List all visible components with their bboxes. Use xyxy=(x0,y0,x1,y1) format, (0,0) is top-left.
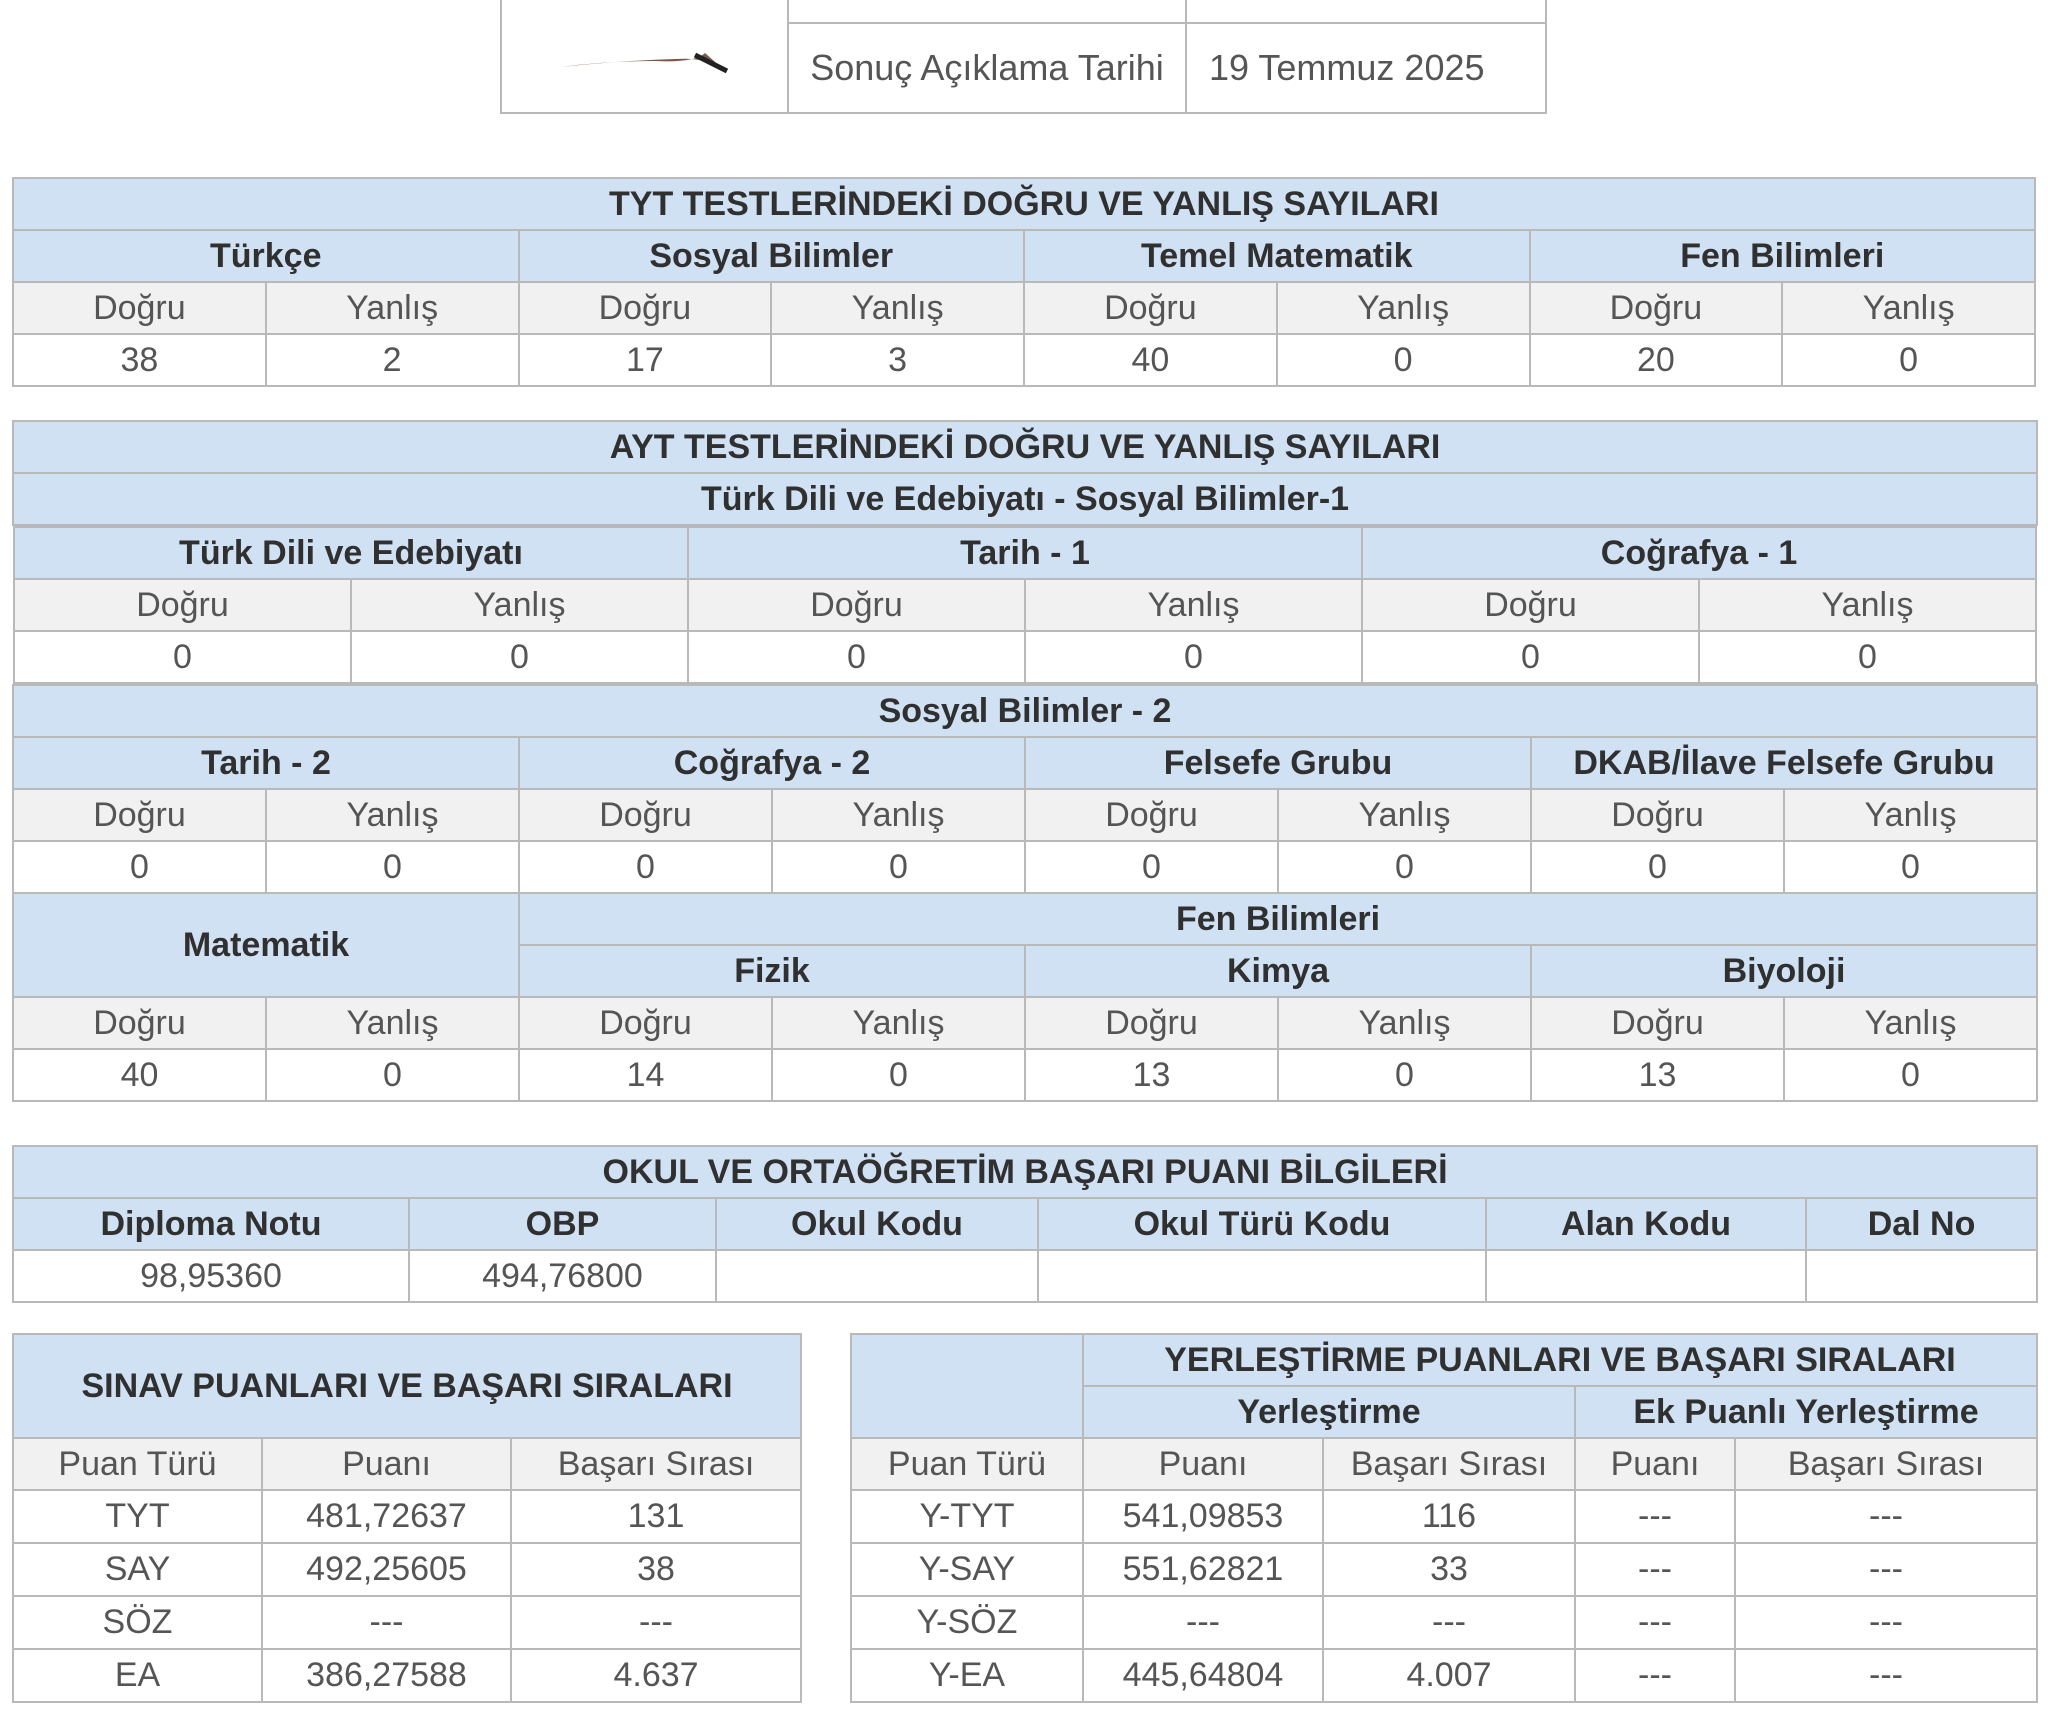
yanlis-label: Yanlış xyxy=(1278,997,1531,1049)
ek-puanli-label: Ek Puanlı Yerleştirme xyxy=(1575,1386,2037,1438)
sinav-title: SINAV PUANLARI VE BAŞARI SIRALARI xyxy=(13,1334,801,1438)
ayt-subject-name: Tarih - 2 xyxy=(13,737,519,789)
dogru-label: Doğru xyxy=(519,282,772,334)
sira-value: --- xyxy=(1323,1596,1575,1649)
result-info-table xyxy=(500,0,1547,114)
yanlis-value: 0 xyxy=(1699,631,2036,683)
yanlis-value: 2 xyxy=(266,334,519,386)
okul-header: Dal No xyxy=(1806,1198,2037,1250)
ayt-fen-title: Fen Bilimleri xyxy=(519,893,2037,945)
yanlis-label: Yanlış xyxy=(1699,579,2036,631)
ek-puan-value: --- xyxy=(1575,1596,1735,1649)
yanlis-value: 0 xyxy=(1277,334,1530,386)
yanlis-label: Yanlış xyxy=(1782,282,2035,334)
puan-value: 551,62821 xyxy=(1083,1543,1323,1596)
dogru-value: 0 xyxy=(1025,841,1278,893)
yanlis-value: 0 xyxy=(351,631,688,683)
dogru-value: 13 xyxy=(1025,1049,1278,1101)
ek-sira-value: --- xyxy=(1735,1649,2037,1702)
sira-value: 131 xyxy=(511,1490,801,1543)
puani-label: Puanı xyxy=(1083,1438,1323,1490)
yerlestirme-label: Yerleştirme xyxy=(1083,1386,1575,1438)
okul-header: Alan Kodu xyxy=(1486,1198,1806,1250)
dogru-value: 13 xyxy=(1531,1049,1784,1101)
puani-label: Puanı xyxy=(1575,1438,1735,1490)
ayt-subject-name: Türk Dili ve Edebiyatı xyxy=(14,527,688,579)
ek-sira-value: --- xyxy=(1735,1490,2037,1543)
puan-turu-value: Y-TYT xyxy=(851,1490,1083,1543)
dogru-value: 38 xyxy=(13,334,266,386)
puan-turu-value: Y-SAY xyxy=(851,1543,1083,1596)
dogru-label: Doğru xyxy=(13,997,266,1049)
tyt-subject-name: Fen Bilimleri xyxy=(1530,230,2036,282)
sira-value: 4.637 xyxy=(511,1649,801,1702)
redaction-mark xyxy=(1200,1258,1350,1298)
ayt-subject-name: Felsefe Grubu xyxy=(1025,737,1531,789)
ayt-subject-name: Tarih - 1 xyxy=(688,527,1362,579)
dogru-label: Doğru xyxy=(519,789,772,841)
puan-turu-value: Y-EA xyxy=(851,1649,1083,1702)
yer-corner xyxy=(851,1334,1083,1438)
dogru-label: Doğru xyxy=(1530,282,1783,334)
photo-cell xyxy=(501,0,788,113)
dogru-label: Doğru xyxy=(1024,282,1277,334)
dogru-label: Doğru xyxy=(1025,789,1278,841)
sira-value: --- xyxy=(511,1596,801,1649)
yanlis-value: 0 xyxy=(1784,1049,2037,1101)
tyt-title: TYT TESTLERİNDEKİ DOĞRU VE YANLIŞ SAYILARI xyxy=(13,178,2035,230)
yanlis-label: Yanlış xyxy=(266,282,519,334)
okul-header: OBP xyxy=(409,1198,716,1250)
puan-value: --- xyxy=(262,1596,511,1649)
diploma-notu-value: 98,95360 xyxy=(13,1250,409,1302)
ayt-subject-name: Kimya xyxy=(1025,945,1531,997)
result-date-value: 19 Temmuz 2025 xyxy=(1186,23,1546,113)
basari-sirasi-label: Başarı Sırası xyxy=(1323,1438,1575,1490)
dal-no-value xyxy=(1806,1250,2037,1302)
yanlis-label: Yanlış xyxy=(1784,789,2037,841)
dogru-value: 14 xyxy=(519,1049,772,1101)
ayt-subject-name: Fizik xyxy=(519,945,1025,997)
yanlis-label: Yanlış xyxy=(266,789,519,841)
dogru-value: 0 xyxy=(1531,841,1784,893)
dogru-value: 40 xyxy=(1024,334,1277,386)
yanlis-value: 0 xyxy=(1784,841,2037,893)
dogru-value: 20 xyxy=(1530,334,1783,386)
dogru-label: Doğru xyxy=(1531,789,1784,841)
puan-turu-label: Puan Türü xyxy=(851,1438,1083,1490)
puan-turu-value: EA xyxy=(13,1649,262,1702)
yanlis-value: 0 xyxy=(1025,631,1362,683)
sira-value: 33 xyxy=(1323,1543,1575,1596)
okul-header: Okul Kodu xyxy=(716,1198,1038,1250)
yanlis-value: 0 xyxy=(1278,841,1531,893)
puan-turu-value: SÖZ xyxy=(13,1596,262,1649)
sira-value: 38 xyxy=(511,1543,801,1596)
dogru-label: Doğru xyxy=(13,282,266,334)
ayt-table xyxy=(12,420,2038,1102)
dogru-label: Doğru xyxy=(519,997,772,1049)
okul-header: Okul Türü Kodu xyxy=(1038,1198,1486,1250)
info-empty-value xyxy=(1186,0,1546,23)
ek-sira-value: --- xyxy=(1735,1543,2037,1596)
yanlis-value: 0 xyxy=(772,1049,1025,1101)
dogru-label: Doğru xyxy=(1362,579,1699,631)
dogru-label: Doğru xyxy=(1531,997,1784,1049)
dogru-value: 0 xyxy=(688,631,1025,683)
yanlis-label: Yanlış xyxy=(266,997,519,1049)
ayt-subject-name: Coğrafya - 1 xyxy=(1362,527,2036,579)
dogru-value: 0 xyxy=(14,631,351,683)
sira-value: 116 xyxy=(1323,1490,1575,1543)
info-empty-label xyxy=(788,0,1186,23)
signature-mark xyxy=(555,39,735,79)
ayt-group2-title: Sosyal Bilimler - 2 xyxy=(13,685,2037,737)
yanlis-label: Yanlış xyxy=(1784,997,2037,1049)
yanlis-label: Yanlış xyxy=(772,997,1025,1049)
dogru-value: 0 xyxy=(1362,631,1699,683)
yerlestirme-title: YERLEŞTİRME PUANLARI VE BAŞARI SIRALARI xyxy=(1083,1334,2037,1386)
ayt-subject-name: Coğrafya - 2 xyxy=(519,737,1025,789)
puan-value: --- xyxy=(1083,1596,1323,1649)
ek-puan-value: --- xyxy=(1575,1543,1735,1596)
yanlis-value: 0 xyxy=(772,841,1025,893)
sinav-table xyxy=(12,1333,802,1703)
yanlis-label: Yanlış xyxy=(1025,579,1362,631)
ek-puan-value: --- xyxy=(1575,1490,1735,1543)
puan-value: 386,27588 xyxy=(262,1649,511,1702)
ayt-matematik-name: Matematik xyxy=(13,893,519,997)
dogru-value: 40 xyxy=(13,1049,266,1101)
sira-value: 4.007 xyxy=(1323,1649,1575,1702)
puan-turu-value: Y-SÖZ xyxy=(851,1596,1083,1649)
okul-header: Diploma Notu xyxy=(13,1198,409,1250)
result-date-label: Sonuç Açıklama Tarihi xyxy=(788,23,1186,113)
ayt-subject-name: Biyoloji xyxy=(1531,945,2037,997)
obp-value: 494,76800 xyxy=(409,1250,716,1302)
yanlis-value: 0 xyxy=(1278,1049,1531,1101)
ek-puan-value: --- xyxy=(1575,1649,1735,1702)
yanlis-label: Yanlış xyxy=(772,789,1025,841)
puani-label: Puanı xyxy=(262,1438,511,1490)
dogru-value: 0 xyxy=(519,841,772,893)
yanlis-label: Yanlış xyxy=(351,579,688,631)
ayt-title: AYT TESTLERİNDEKİ DOĞRU VE YANLIŞ SAYILARI xyxy=(13,421,2037,473)
ek-sira-value: --- xyxy=(1735,1596,2037,1649)
yanlis-label: Yanlış xyxy=(1278,789,1531,841)
puan-turu-value: TYT xyxy=(13,1490,262,1543)
tyt-subject-name: Temel Matematik xyxy=(1024,230,1530,282)
puan-turu-label: Puan Türü xyxy=(13,1438,262,1490)
basari-sirasi-label: Başarı Sırası xyxy=(511,1438,801,1490)
yanlis-value: 0 xyxy=(1782,334,2035,386)
puan-turu-value: SAY xyxy=(13,1543,262,1596)
dogru-label: Doğru xyxy=(1025,997,1278,1049)
puan-value: 541,09853 xyxy=(1083,1490,1323,1543)
yanlis-label: Yanlış xyxy=(771,282,1024,334)
dogru-value: 17 xyxy=(519,334,772,386)
redaction-mark xyxy=(815,1262,955,1298)
yanlis-value: 0 xyxy=(266,1049,519,1101)
yanlis-value: 3 xyxy=(771,334,1024,386)
dogru-value: 0 xyxy=(13,841,266,893)
puan-value: 492,25605 xyxy=(262,1543,511,1596)
dogru-label: Doğru xyxy=(13,789,266,841)
tyt-subject-name: Sosyal Bilimler xyxy=(519,230,1025,282)
yerlestirme-table xyxy=(850,1333,2038,1703)
ayt-subject-name: DKAB/İlave Felsefe Grubu xyxy=(1531,737,2037,789)
dogru-label: Doğru xyxy=(14,579,351,631)
tyt-table xyxy=(12,177,2036,387)
yanlis-value: 0 xyxy=(266,841,519,893)
puan-value: 445,64804 xyxy=(1083,1649,1323,1702)
redaction-mark xyxy=(1590,1262,1790,1300)
okul-title: OKUL VE ORTAÖĞRETİM BAŞARI PUANI BİLGİLERİ xyxy=(13,1146,2037,1198)
yanlis-label: Yanlış xyxy=(1277,282,1530,334)
puan-value: 481,72637 xyxy=(262,1490,511,1543)
tyt-subject-name: Türkçe xyxy=(13,230,519,282)
ayt-group1-title: Türk Dili ve Edebiyatı - Sosyal Bilimler-1 xyxy=(13,473,2037,525)
basari-sirasi-label: Başarı Sırası xyxy=(1735,1438,2037,1490)
dogru-label: Doğru xyxy=(688,579,1025,631)
